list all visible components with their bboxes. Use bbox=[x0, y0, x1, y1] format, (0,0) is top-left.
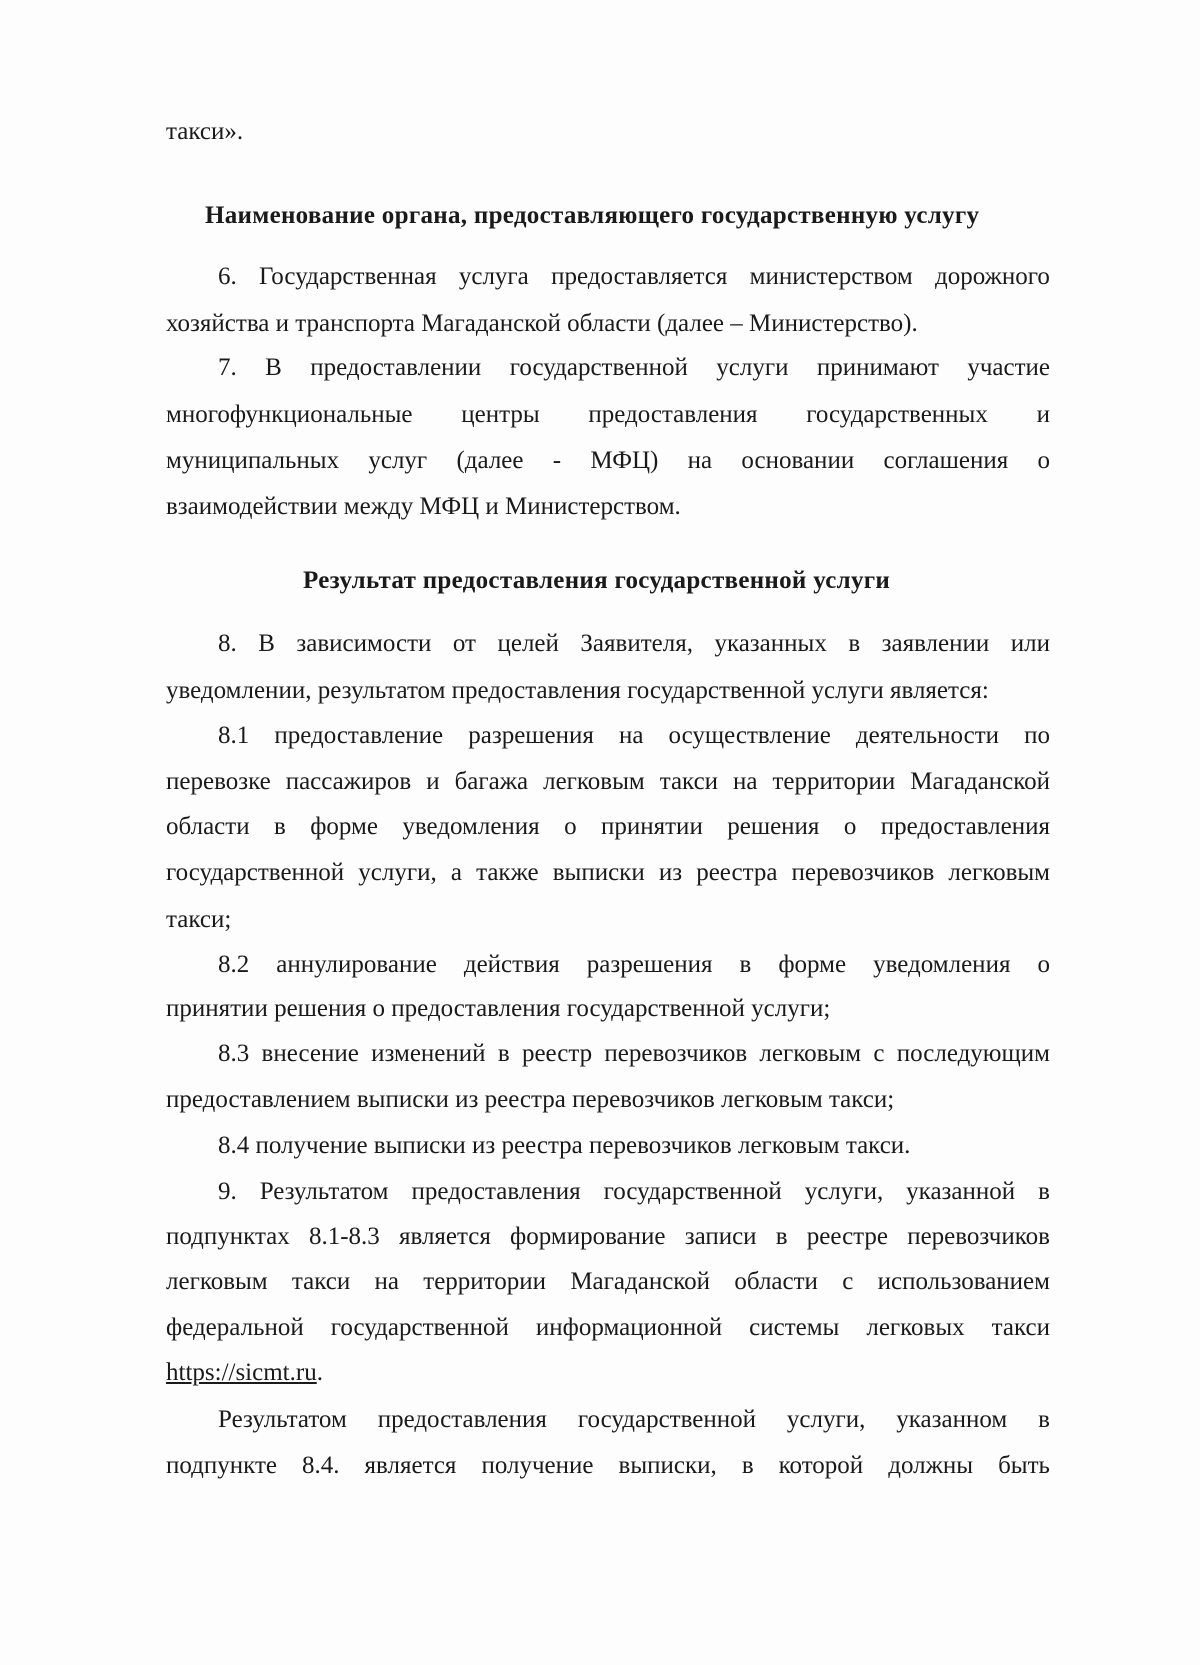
word: является bbox=[364, 1452, 457, 1479]
word: предоставления bbox=[377, 1406, 547, 1433]
paragraph-line bbox=[166, 858, 1050, 888]
paragraph-line bbox=[166, 1358, 323, 1388]
word: разрешения bbox=[586, 951, 713, 978]
paragraph-line bbox=[218, 950, 1050, 980]
word: в bbox=[739, 951, 752, 978]
word: услуги, bbox=[358, 859, 437, 886]
word: о bbox=[1037, 951, 1050, 978]
word: форме bbox=[778, 951, 847, 978]
word: предоставления bbox=[880, 813, 1050, 840]
word: 8. bbox=[218, 630, 237, 657]
word: министерством bbox=[749, 263, 913, 290]
word: государственной bbox=[603, 1178, 782, 1205]
word: В bbox=[265, 354, 282, 381]
paragraph-line bbox=[166, 1222, 1050, 1252]
word: форме bbox=[310, 813, 378, 840]
word: осуществление bbox=[668, 722, 831, 749]
word: на bbox=[687, 447, 713, 474]
word: многофункциональные bbox=[166, 401, 413, 428]
word: на bbox=[374, 1268, 399, 1295]
word: - bbox=[552, 447, 562, 474]
paragraph-line: хозяйства и транспорта Магаданской области (далее – Министерство). bbox=[166, 310, 918, 337]
word: последующим bbox=[896, 1040, 1050, 1067]
word: услуги, bbox=[804, 1178, 884, 1205]
word: области bbox=[734, 1268, 818, 1295]
word: быть bbox=[998, 1452, 1050, 1479]
word: которой bbox=[778, 1452, 864, 1479]
word: с bbox=[842, 1268, 854, 1295]
word: 7. bbox=[218, 354, 237, 381]
word: от bbox=[452, 630, 476, 657]
word: подпунктах bbox=[166, 1223, 290, 1250]
word: 8.1-8.3 bbox=[308, 1223, 380, 1250]
word: перевозке bbox=[166, 768, 271, 795]
period: . bbox=[316, 1359, 323, 1386]
word: государственных bbox=[806, 401, 988, 428]
word: информационной bbox=[535, 1314, 723, 1341]
word: 8.2 bbox=[218, 951, 250, 978]
paragraph-line bbox=[166, 446, 1050, 476]
word: о bbox=[1037, 447, 1050, 474]
word: о bbox=[843, 813, 857, 840]
word: легковым bbox=[759, 1040, 862, 1067]
word: целей bbox=[497, 630, 559, 657]
word: в bbox=[273, 813, 286, 840]
word: территории bbox=[423, 1268, 547, 1295]
word: в bbox=[1038, 1178, 1050, 1205]
section-heading-result: Результат предоставления государственной услуги bbox=[303, 567, 891, 594]
paragraph-line: такси; bbox=[166, 906, 232, 933]
word: или bbox=[1010, 630, 1050, 657]
word: услуги bbox=[716, 354, 789, 381]
word: перевозчиков bbox=[907, 1223, 1050, 1250]
word: реестре bbox=[806, 1223, 888, 1250]
word: дорожного bbox=[935, 263, 1050, 290]
word: такси bbox=[991, 1314, 1050, 1341]
word: предоставлении bbox=[310, 354, 482, 381]
paragraph-line: взаимодействии между МФЦ и Министерством. bbox=[166, 493, 681, 520]
word: 6. bbox=[218, 263, 237, 290]
word: по bbox=[1024, 722, 1050, 749]
paragraph-line bbox=[218, 1039, 1050, 1069]
word: формирование bbox=[510, 1223, 666, 1250]
word: реестра bbox=[696, 859, 778, 886]
word: федеральной bbox=[166, 1314, 304, 1341]
word: заявлении bbox=[881, 630, 990, 657]
sicmt-link[interactable]: https://sicmt.ru bbox=[166, 1359, 317, 1386]
paragraph-line bbox=[218, 353, 1050, 383]
word: основании bbox=[741, 447, 855, 474]
word: и bbox=[1036, 401, 1050, 428]
word: предоставляется bbox=[551, 263, 728, 290]
word: Результатом bbox=[218, 1406, 347, 1433]
paragraph-line: принятии решения о предоставления государственной услуги; bbox=[166, 995, 831, 1022]
word: разрешения bbox=[468, 722, 594, 749]
word: использованием bbox=[877, 1268, 1050, 1295]
word: МФЦ) bbox=[590, 447, 659, 474]
paragraph-line bbox=[166, 1267, 1050, 1297]
word: соглашения bbox=[883, 447, 1009, 474]
paragraph-line: предоставлением выписки из реестра перевозчиков легковым такси; bbox=[166, 1086, 895, 1113]
word: является bbox=[398, 1223, 491, 1250]
word: уведомления bbox=[873, 951, 1011, 978]
word: услуг bbox=[368, 447, 428, 474]
word: услуга bbox=[458, 263, 529, 290]
word: действия bbox=[463, 951, 560, 978]
word: выписки bbox=[552, 859, 645, 886]
word: о bbox=[564, 813, 577, 840]
word: такси bbox=[291, 1268, 351, 1295]
word: деятельности bbox=[855, 722, 1000, 749]
word: получение bbox=[481, 1452, 594, 1479]
word: Государственная bbox=[259, 263, 437, 290]
paragraph-line bbox=[218, 262, 1050, 292]
word: области bbox=[166, 813, 250, 840]
word: зависимости bbox=[296, 630, 432, 657]
word: системы bbox=[749, 1314, 840, 1341]
paragraph-line bbox=[166, 1451, 1050, 1481]
paragraph-line bbox=[166, 812, 1050, 842]
word: территории bbox=[772, 768, 896, 795]
word: в bbox=[741, 1452, 754, 1479]
word: в bbox=[1038, 1406, 1050, 1433]
word: принимают bbox=[816, 354, 939, 381]
paragraph-line bbox=[218, 721, 1050, 751]
word: с bbox=[873, 1040, 885, 1067]
word: 8.1 bbox=[218, 722, 250, 749]
word: багажа bbox=[454, 768, 529, 795]
word: Магаданской bbox=[910, 768, 1050, 795]
word: также bbox=[476, 859, 539, 886]
word: должны bbox=[888, 1452, 974, 1479]
word: указанных bbox=[714, 630, 827, 657]
word: предоставления bbox=[588, 401, 758, 428]
word: из bbox=[658, 859, 683, 886]
word: государственной bbox=[166, 859, 345, 886]
word: легковых bbox=[866, 1314, 965, 1341]
word: выписки, bbox=[618, 1452, 717, 1479]
word: внесение bbox=[261, 1040, 359, 1067]
word: на bbox=[733, 768, 758, 795]
word: принятии bbox=[601, 813, 703, 840]
word: уведомления bbox=[402, 813, 540, 840]
word: перевозчиков bbox=[604, 1040, 748, 1067]
word: перевозчиков bbox=[791, 859, 935, 886]
word: услуги, bbox=[786, 1406, 866, 1433]
word: в bbox=[775, 1223, 788, 1250]
word: В bbox=[258, 630, 275, 657]
word: государственной bbox=[330, 1314, 509, 1341]
paragraph-line: такси». bbox=[166, 118, 244, 145]
word: центры bbox=[461, 401, 540, 428]
word: подпункте bbox=[166, 1452, 277, 1479]
paragraph-line bbox=[218, 629, 1050, 659]
paragraph-line bbox=[218, 1405, 1050, 1435]
paragraph-line bbox=[218, 1177, 1050, 1207]
word: предоставления bbox=[411, 1178, 581, 1205]
word: записи bbox=[684, 1223, 757, 1250]
word: а bbox=[450, 859, 462, 886]
word: Магаданской bbox=[570, 1268, 711, 1295]
word: пассажиров bbox=[285, 768, 412, 795]
paragraph-line bbox=[166, 767, 1050, 797]
word: 8.3 bbox=[218, 1040, 250, 1067]
paragraph-line bbox=[166, 1313, 1050, 1343]
word: Заявителя, bbox=[580, 630, 693, 657]
word: государственной bbox=[577, 1406, 756, 1433]
paragraph-line bbox=[166, 400, 1050, 430]
word: и bbox=[426, 768, 440, 795]
word: 9. bbox=[218, 1178, 237, 1205]
word: в bbox=[848, 630, 861, 657]
word: Результатом bbox=[259, 1178, 389, 1205]
word: легковым bbox=[166, 1268, 268, 1295]
paragraph-line: уведомлении, результатом предоставления государственной услуги является: bbox=[166, 677, 989, 704]
word: указанном bbox=[896, 1406, 1008, 1433]
word: в bbox=[497, 1040, 510, 1067]
word: на bbox=[618, 722, 644, 749]
section-heading-authority: Наименование органа, предоставляющего государственную услугу bbox=[205, 202, 980, 229]
word: государственной bbox=[509, 354, 688, 381]
word: аннулирование bbox=[276, 951, 437, 978]
paragraph-line: 8.4 получение выписки из реестра перевозчиков легковым такси. bbox=[218, 1132, 911, 1159]
word: решения bbox=[727, 813, 820, 840]
word: такси bbox=[659, 768, 719, 795]
word: легковым bbox=[543, 768, 645, 795]
word: легковым bbox=[948, 859, 1050, 886]
word: 8.4. bbox=[302, 1452, 340, 1479]
word: участие bbox=[967, 354, 1050, 381]
word: предоставление bbox=[274, 722, 444, 749]
word: реестр bbox=[521, 1040, 593, 1067]
word: указанной bbox=[906, 1178, 1016, 1205]
word: изменений bbox=[371, 1040, 486, 1067]
word: муниципальных bbox=[166, 447, 340, 474]
word: (далее bbox=[456, 447, 524, 474]
